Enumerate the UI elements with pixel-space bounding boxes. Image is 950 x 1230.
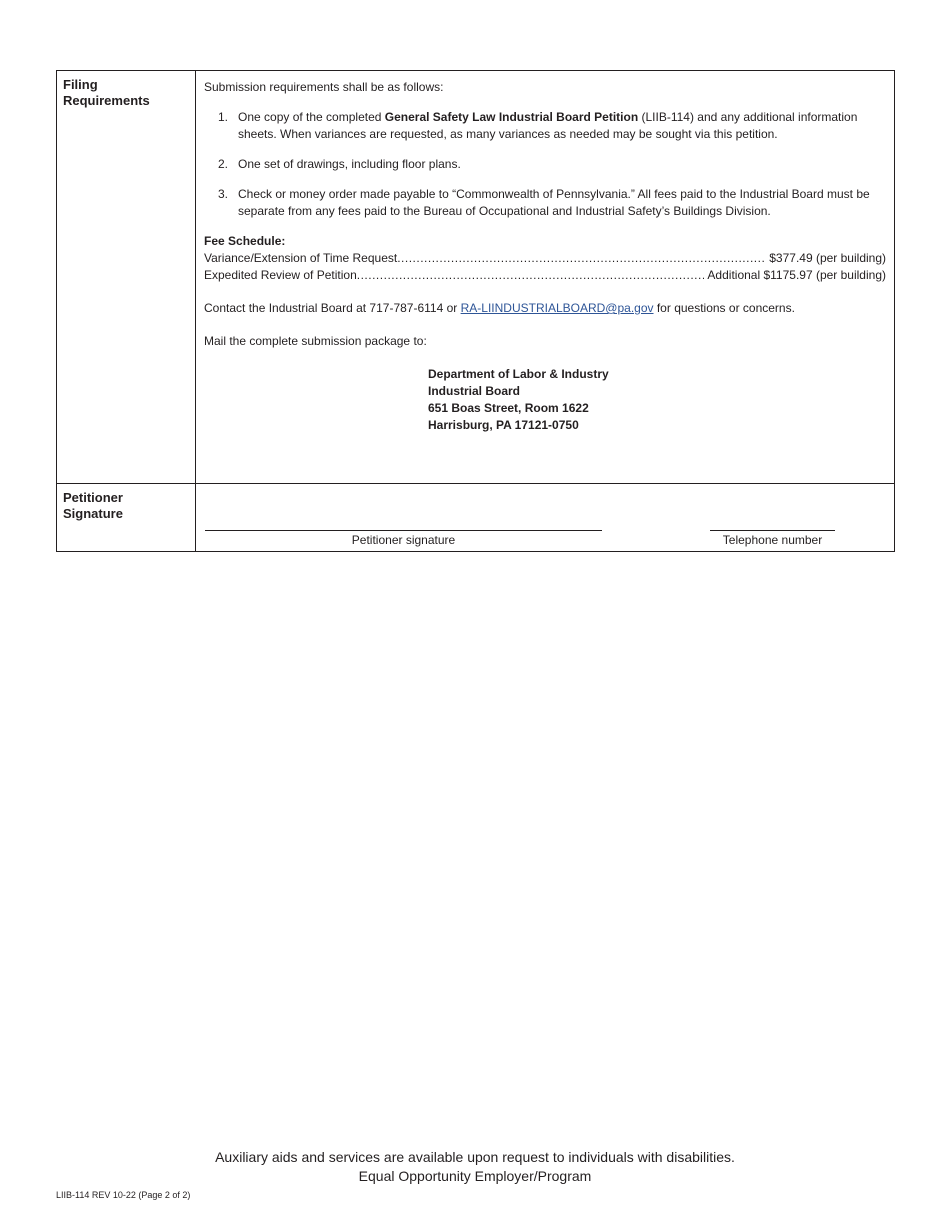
- filing-requirements-content: [196, 71, 895, 484]
- requirement-text-before: One copy of the completed: [238, 110, 385, 124]
- contact-text-before: Contact the Industrial Board at 717-787-6114 or: [204, 301, 461, 315]
- petitioner-signature-caption: Petitioner signature: [351, 533, 456, 547]
- form-identifier: LIIB-114 REV 10-22 (Page 2 of 2): [56, 1190, 191, 1200]
- fee-price: Additional $1175.97 (per building): [707, 268, 886, 282]
- requirements-list: [204, 109, 886, 220]
- telephone-number-caption: Telephone number: [722, 533, 823, 547]
- filing-requirements-row: [57, 71, 895, 484]
- equal-opportunity-notice: Equal Opportunity Employer/Program: [358, 1168, 592, 1184]
- address-line: Industrial Board: [428, 384, 521, 398]
- dot-leader: [357, 267, 705, 284]
- fee-row: [204, 250, 886, 267]
- fee-row: [204, 267, 886, 284]
- contact-line: [204, 300, 886, 317]
- filing-label-line1: Filing: [63, 77, 98, 92]
- requirement-text: Check or money order made payable to “Commonwealth of Pennsylvania.” All fees paid to the Industrial Board must be separate from any fees paid to the Bureau of Occupational and Industrial Safety’s Buildings Division.: [238, 187, 870, 218]
- signature-label-line2: Signature: [63, 506, 123, 521]
- address-line: 651 Boas Street, Room 1622: [428, 401, 589, 415]
- requirement-item: [204, 156, 886, 173]
- mailing-address: [428, 366, 886, 434]
- address-line: Harrisburg, PA 17121-0750: [428, 418, 579, 432]
- fee-name: Variance/Extension of Time Request: [204, 251, 398, 265]
- requirement-text-after: (LIIB-114) and any additional information sheets. When variances are requested, as many variances as needed may be sought via this petition.: [238, 110, 858, 141]
- dot-leader: [397, 250, 766, 267]
- requirements-intro: Submission requirements shall be as follows:: [204, 80, 444, 94]
- petitioner-signature-row: [57, 484, 895, 552]
- industrial-board-email-link[interactable]: RA-LIINDUSTRIALBOARD@pa.gov: [460, 301, 654, 315]
- accessibility-notice: Auxiliary aids and services are available upon request to individuals with disabilities.: [215, 1149, 735, 1165]
- footer-notice: [0, 1148, 950, 1186]
- requirement-number: 3.: [218, 187, 229, 201]
- telephone-number-field[interactable]: [710, 530, 835, 547]
- petition-form-name: General Safety Law Industrial Board Petition: [384, 110, 639, 124]
- contact-text-after: for questions or concerns.: [653, 301, 795, 315]
- petition-form-table: [56, 70, 895, 552]
- mail-instructions: Mail the complete submission package to:: [204, 334, 427, 348]
- requirement-item: [204, 109, 886, 143]
- filing-label-line2: Requirements: [63, 93, 150, 108]
- fee-price: $377.49 (per building): [769, 251, 886, 265]
- requirement-item: [204, 186, 886, 220]
- requirement-number: 2.: [218, 157, 229, 171]
- filing-requirements-label: [57, 71, 196, 484]
- fee-schedule-title: Fee Schedule:: [204, 234, 286, 248]
- requirement-text: One set of drawings, including floor plans.: [238, 157, 461, 171]
- fee-name: Expedited Review of Petition: [204, 268, 357, 282]
- address-line: Department of Labor & Industry: [428, 367, 609, 381]
- signature-fields: [196, 484, 895, 552]
- petitioner-signature-field[interactable]: [205, 530, 602, 547]
- fee-schedule: [204, 233, 886, 284]
- requirement-number: 1.: [218, 110, 229, 124]
- petitioner-signature-label: [57, 484, 196, 552]
- signature-label-line1: Petitioner: [63, 490, 123, 505]
